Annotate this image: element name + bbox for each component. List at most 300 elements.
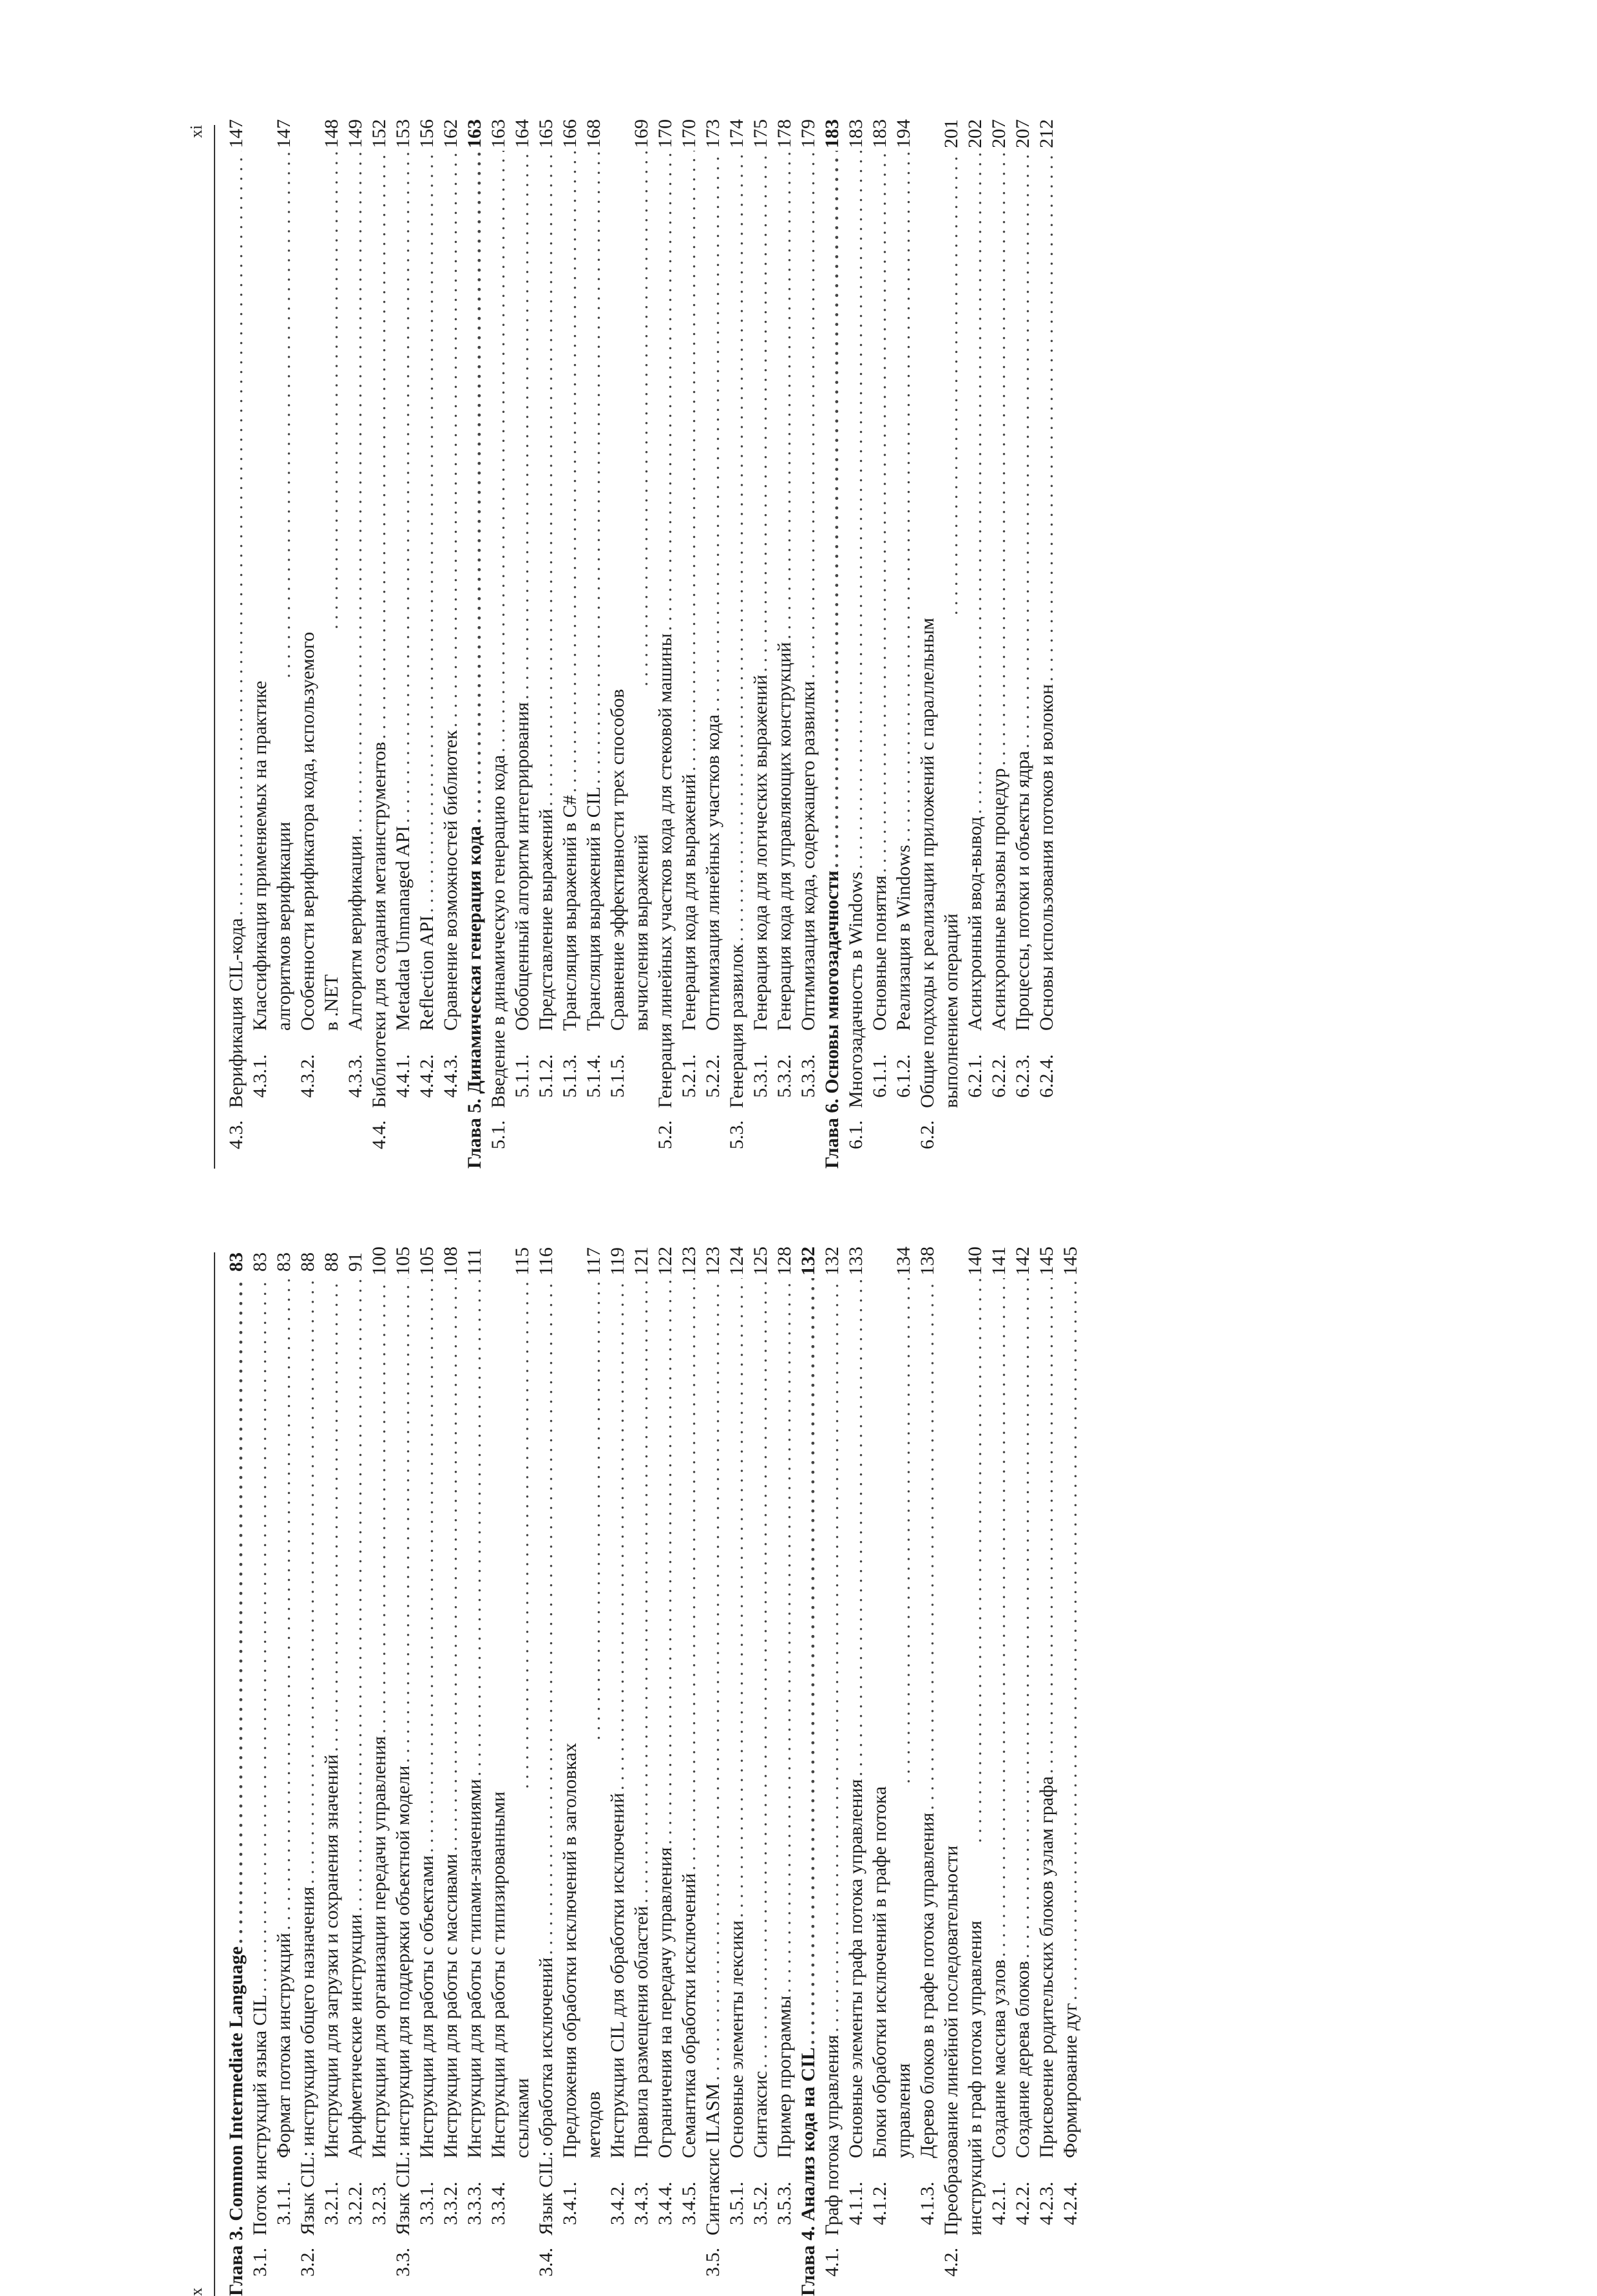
- page-ref: 140: [964, 1247, 986, 1276]
- toc-entry-text: [820, 2035, 844, 2277]
- page-ref: 133: [845, 1247, 866, 1276]
- section-title: Трансляция выражений в CIL: [583, 787, 604, 1031]
- toc-entry-text: [439, 730, 463, 1098]
- section-number: 3.3.1.: [416, 2181, 437, 2225]
- toc-entry[interactable]: [963, 119, 987, 1169]
- page-ref: 124: [726, 1247, 747, 1276]
- toc-entry-text: [963, 817, 987, 1098]
- toc-entry[interactable]: [1011, 1247, 1035, 2296]
- toc-entry-text: [558, 795, 582, 1098]
- section-title: Metadata Unmanaged API: [392, 825, 414, 1031]
- toc-entry-text: [296, 632, 343, 1098]
- toc-entry[interactable]: [534, 119, 558, 1169]
- section-title: Сравнение эффективности трех способов: [607, 689, 628, 1031]
- toc-entry-text: [796, 2047, 820, 2296]
- dot-leader: [796, 1278, 820, 2045]
- section-title: Язык CIL: инструкции общего назначения: [297, 1886, 318, 2235]
- section-title: Глава 6. Основы многозадачности: [821, 870, 843, 1169]
- dot-leader: [892, 151, 915, 842]
- toc-entry[interactable]: [1058, 1247, 1082, 2296]
- section-number: 4.1.2.: [869, 2181, 890, 2225]
- section-title-continuation: методов: [583, 2091, 604, 2158]
- section-number: 5.2.: [655, 1120, 676, 1149]
- toc-entry[interactable]: [439, 119, 463, 1169]
- toc-entry[interactable]: [892, 119, 915, 1169]
- section-title: Особенности верификатора кода, используемого: [297, 631, 318, 1031]
- toc-entry[interactable]: [939, 1247, 987, 2296]
- section-number: 5.3.1.: [750, 1054, 771, 1098]
- toc-chapter-entry[interactable]: [796, 1247, 820, 2296]
- section-title: Граф потока управления: [821, 2034, 843, 2235]
- section-title: Введение в динамическую генерацию кода: [488, 754, 509, 1108]
- toc-entry[interactable]: [796, 119, 820, 1169]
- section-number: 6.1.: [845, 1120, 866, 1149]
- toc-entry[interactable]: [701, 119, 725, 1169]
- toc-entry[interactable]: [701, 1247, 725, 2296]
- section-number: 4.1.: [821, 2248, 843, 2277]
- toc-entry[interactable]: [844, 119, 868, 1169]
- page-ref: 170: [678, 119, 700, 148]
- section-title: Семантика обработки исключений: [678, 1873, 700, 2158]
- page-ref: 119: [607, 1247, 628, 1276]
- section-number: 5.1.4.: [583, 1054, 604, 1098]
- toc-entry[interactable]: [367, 119, 391, 1169]
- toc-entry[interactable]: [248, 119, 296, 1169]
- toc-entry[interactable]: [343, 119, 367, 1169]
- page-ref: 173: [702, 119, 723, 148]
- toc-entry[interactable]: [224, 119, 248, 1169]
- toc-entry-text: [415, 1855, 439, 2225]
- toc-entry-text: [320, 1754, 343, 2225]
- page-ref: 212: [1036, 119, 1057, 148]
- dot-leader: [653, 1278, 677, 1844]
- toc-entry[interactable]: [463, 1248, 486, 2296]
- section-title-continuation: ссылками: [512, 2078, 533, 2158]
- section-number: 5.1.1.: [512, 1054, 533, 1098]
- page-ref: 91: [345, 1252, 366, 1272]
- section-number: 5.3.2.: [774, 1054, 795, 1098]
- section-title: Reflection API: [416, 915, 437, 1031]
- toc-entry[interactable]: [1035, 1247, 1058, 2296]
- toc-entry[interactable]: [558, 119, 582, 1169]
- dot-leader: [1035, 1278, 1058, 1774]
- section-title: Алгоритм верификации: [345, 835, 366, 1031]
- toc-entry[interactable]: [677, 1247, 701, 2296]
- dot-leader: [701, 1278, 725, 2081]
- section-title: Реализация в Windows: [893, 845, 914, 1031]
- page-ref: 145: [1060, 1247, 1081, 1276]
- toc-entry-text: [224, 918, 248, 1149]
- section-title: Присвоение родительских блоков узлам графа: [1036, 1776, 1057, 2158]
- header-rule: [214, 1252, 215, 2296]
- toc-entry-text: [272, 1933, 296, 2225]
- section-title-continuation: выполнением операций: [941, 913, 962, 1108]
- section-number: 3.5.1.: [726, 2181, 747, 2225]
- toc-entry[interactable]: [749, 119, 772, 1169]
- page-number: xi: [187, 125, 206, 139]
- page-ref: 179: [798, 119, 819, 148]
- toc-entry[interactable]: [868, 1247, 915, 2296]
- toc-entry-text: [725, 1920, 749, 2225]
- section-title: Трансляция выражений в C#: [559, 795, 580, 1031]
- toc-entry[interactable]: [439, 1247, 463, 2296]
- section-title: Генерация линейных участков кода для стековой машины: [655, 633, 676, 1108]
- page-ref: 164: [512, 119, 533, 148]
- toc-entry[interactable]: [510, 119, 534, 1169]
- page-ref: 194: [893, 119, 914, 148]
- section-number: 4.2.4.: [1060, 2181, 1081, 2225]
- section-title: Библиотеки для создания метаинструментов: [368, 741, 390, 1108]
- section-number: 4.4.1.: [392, 1054, 414, 1098]
- section-number: 4.2.2.: [1012, 2181, 1033, 2225]
- section-number: 3.2.1.: [321, 2181, 342, 2225]
- toc-entry-text: [868, 1786, 915, 2225]
- toc-entry-text: [439, 1853, 463, 2225]
- page-ref: 88: [321, 1252, 342, 1272]
- section-number: 6.1.2.: [893, 1054, 914, 1098]
- dot-leader: [343, 1278, 367, 1911]
- page-ref: 207: [988, 119, 1009, 148]
- toc-entry[interactable]: [606, 119, 653, 1169]
- page-ref: 201: [941, 119, 962, 148]
- toc-entry[interactable]: [772, 119, 796, 1169]
- section-title: Инструкции для работы с массивами: [440, 1853, 461, 2158]
- section-number: 3.1.: [249, 2248, 271, 2277]
- dot-leader: [367, 1278, 391, 1734]
- toc-entry-text: [629, 1906, 653, 2225]
- section-number: 3.4.1.: [559, 2181, 580, 2225]
- toc-entry-text: [224, 1946, 248, 2296]
- section-title-continuation: в .NET: [321, 974, 342, 1031]
- page-number: x: [187, 2288, 206, 2296]
- toc-entry[interactable]: [248, 1252, 272, 2296]
- toc-entry[interactable]: [772, 1247, 796, 2296]
- toc-entry[interactable]: [1035, 119, 1058, 1169]
- page-ref: 121: [631, 1247, 652, 1276]
- page-ref: 183: [845, 119, 866, 148]
- toc-entry[interactable]: [868, 119, 892, 1169]
- right-page: [180, 119, 1057, 1169]
- toc-entry[interactable]: [629, 1247, 653, 2296]
- header-rule: [214, 125, 215, 1169]
- dot-leader: [749, 151, 772, 672]
- section-title: Многозадачность в Windows: [845, 872, 866, 1108]
- section-number: 4.2.: [941, 2248, 962, 2277]
- toc-entry[interactable]: [725, 119, 749, 1169]
- section-title: Преобразование линейной последовательности: [941, 1845, 962, 2235]
- section-title: Инструкции для работы с типизированными: [488, 1791, 509, 2158]
- dot-leader: [510, 1278, 534, 1789]
- dot-leader: [391, 1278, 415, 1763]
- section-number: 3.2.2.: [345, 2181, 366, 2225]
- section-number: 3.2.: [297, 2248, 318, 2277]
- section-title: Синтаксис: [750, 2071, 771, 2158]
- toc-list: [224, 1247, 1082, 2296]
- page-ref: 108: [440, 1247, 461, 1276]
- section-number: 3.4.: [535, 2248, 557, 2277]
- dot-leader: [772, 1278, 796, 1993]
- section-title: Оптимизация линейных участков кода: [702, 714, 723, 1031]
- section-title: Формирование дуг: [1060, 2003, 1081, 2158]
- toc-entry-text: [391, 826, 415, 1098]
- section-title: Глава 3. Common Intermediate Language: [225, 1946, 247, 2296]
- toc-entry[interactable]: [844, 1247, 868, 2296]
- section-number: 3.5.: [702, 2248, 723, 2277]
- dot-leader: [796, 151, 820, 678]
- dot-leader: [439, 1278, 463, 1851]
- toc-entry[interactable]: [486, 1247, 534, 2296]
- section-number: 4.1.1.: [845, 2181, 866, 2225]
- section-title: Оптимизация кода, содержащего развилки: [798, 681, 819, 1031]
- toc-entry-text: [868, 875, 892, 1098]
- section-number: 4.3.3.: [345, 1054, 366, 1098]
- page-ref: 141: [988, 1247, 1009, 1276]
- section-number: 4.1.3.: [917, 2181, 938, 2225]
- section-number: 5.2.2.: [702, 1054, 723, 1098]
- toc-entry-text: [772, 642, 796, 1098]
- dot-leader: [892, 1278, 915, 1784]
- page-ref: 105: [392, 1247, 414, 1276]
- toc-entry-text: [1035, 684, 1058, 1098]
- section-title: Глава 4. Анализ кода на CIL: [798, 2047, 819, 2296]
- toc-entry[interactable]: [486, 119, 510, 1169]
- toc-entry[interactable]: [391, 1247, 415, 2296]
- toc-entry-text: [606, 1793, 629, 2225]
- section-number: 6.2.3.: [1012, 1054, 1033, 1098]
- dot-leader: [653, 151, 677, 631]
- dot-leader: [963, 151, 987, 814]
- dot-leader: [534, 1278, 558, 1955]
- section-number: 3.1.1.: [273, 2181, 294, 2225]
- toc-entry[interactable]: [606, 1247, 629, 2296]
- toc-entry-text: [844, 872, 868, 1149]
- page-ref: 132: [821, 1247, 843, 1276]
- dot-leader: [272, 1278, 296, 1930]
- page-ref: 166: [559, 119, 580, 148]
- dot-leader: [320, 1278, 343, 1752]
- section-title: Инструкции для загрузки и сохранения значений: [321, 1754, 342, 2158]
- section-number: 5.2.1.: [678, 1054, 700, 1098]
- toc-entry-text: [701, 714, 725, 1098]
- section-title: Синтаксис ILASM: [702, 2083, 723, 2235]
- dot-leader: [772, 151, 796, 640]
- toc-entry[interactable]: [677, 119, 701, 1169]
- toc-entry-text: [534, 809, 558, 1098]
- toc-entry-text: [796, 681, 820, 1098]
- section-title: Асинхронный ввод-вывод: [964, 816, 986, 1031]
- dot-leader: [677, 1278, 701, 1871]
- toc-chapter-entry[interactable]: [463, 119, 486, 1169]
- toc-entry[interactable]: [296, 119, 343, 1169]
- toc-list: [224, 119, 1058, 1169]
- section-number: 5.1.5.: [607, 1054, 628, 1098]
- page-ref: 147: [225, 119, 247, 148]
- dot-leader: [391, 151, 415, 823]
- toc-entry-text: [677, 1873, 701, 2225]
- section-title: Обобщенный алгоритм интегрирования: [512, 702, 533, 1031]
- toc-entry-text: [606, 689, 653, 1098]
- toc-entry[interactable]: [415, 119, 439, 1169]
- dot-leader: [844, 151, 868, 869]
- page-ref: 156: [416, 119, 437, 148]
- page-ref: 202: [964, 119, 986, 148]
- page-ref: 145: [1036, 1247, 1057, 1276]
- toc-entry[interactable]: [367, 1247, 391, 2296]
- toc-entry[interactable]: [534, 1247, 558, 2296]
- section-number: 4.3.: [225, 1120, 247, 1149]
- section-title-continuation: управления: [893, 2063, 914, 2158]
- page-ref: 162: [440, 119, 461, 148]
- page-ref: 132: [798, 1247, 819, 1276]
- section-number: 4.4.2.: [416, 1054, 437, 1098]
- toc-entry-text: [343, 1914, 367, 2225]
- section-title-continuation: алгоритмов верификации: [273, 821, 294, 1031]
- page-ref: 138: [917, 1247, 938, 1276]
- toc-entry-text: [510, 702, 534, 1098]
- toc-entry[interactable]: [272, 1252, 296, 2296]
- dot-leader: [987, 1278, 1011, 1957]
- toc-entry-text: [1035, 1776, 1058, 2225]
- page-ref: 123: [702, 1247, 723, 1276]
- section-title: Верификация CIL-кода: [225, 918, 247, 1108]
- dot-leader: [629, 1278, 653, 1904]
- section-title: Инструкции для организации передачи управления: [368, 1736, 390, 2158]
- section-title: Предложения обработки исключений в заголовках: [559, 1743, 580, 2158]
- toc-entry-text: [463, 1779, 486, 2225]
- dot-leader: [534, 151, 558, 807]
- page-ref: 170: [655, 119, 676, 148]
- section-title: Генерация развилок: [726, 944, 747, 1108]
- dot-leader: [415, 1278, 439, 1853]
- section-number: 5.1.2.: [535, 1054, 557, 1098]
- toc-entry[interactable]: [320, 1252, 343, 2296]
- toc-entry-text: [582, 787, 606, 1098]
- dot-leader: [296, 1278, 320, 1884]
- toc-entry-text: [725, 944, 749, 1149]
- toc-entry[interactable]: [915, 1247, 939, 2296]
- toc-entry[interactable]: [725, 1247, 749, 2296]
- page-ref: 183: [821, 119, 843, 148]
- dot-leader: [725, 151, 749, 942]
- page-ref: 163: [488, 119, 509, 148]
- dot-leader: [582, 151, 606, 784]
- dot-leader: [463, 151, 486, 823]
- toc-entry-text: [892, 845, 915, 1098]
- toc-entry[interactable]: [391, 119, 415, 1169]
- toc-entry[interactable]: [343, 1252, 367, 2296]
- toc-entry[interactable]: [749, 1247, 772, 2296]
- dot-leader: [320, 151, 343, 629]
- toc-entry[interactable]: [653, 1247, 677, 2296]
- dot-leader: [1011, 1278, 1035, 1958]
- page-ref: 152: [368, 119, 390, 148]
- section-number: 3.4.2.: [607, 2181, 628, 2225]
- page-ref: 116: [535, 1247, 557, 1276]
- dot-leader: [820, 1278, 844, 2033]
- section-title: Язык CIL: обработка исключений: [535, 1957, 557, 2235]
- toc-entry-text: [248, 1995, 272, 2277]
- toc-entry[interactable]: [653, 119, 677, 1169]
- section-number: 3.5.2.: [750, 2181, 771, 2225]
- toc-entry-text: [749, 674, 772, 1098]
- toc-chapter-entry[interactable]: [820, 119, 844, 1169]
- section-title: Представление выражений: [535, 808, 557, 1031]
- toc-chapter-entry[interactable]: [224, 1252, 248, 2296]
- toc-entry[interactable]: [1011, 119, 1035, 1169]
- dot-leader: [629, 151, 653, 686]
- page-ref: 83: [249, 1252, 271, 1272]
- toc-entry[interactable]: [820, 1247, 844, 2296]
- page-ref: 174: [726, 119, 747, 148]
- section-number: 3.5.3.: [774, 2181, 795, 2225]
- toc-entry[interactable]: [582, 119, 606, 1169]
- page-ref: 83: [273, 1252, 294, 1272]
- toc-entry[interactable]: [558, 1247, 606, 2296]
- section-title: Дерево блоков в графе потока управления: [917, 1812, 938, 2158]
- section-number: 3.3.3.: [464, 2181, 485, 2225]
- section-number: 6.2.1.: [964, 1054, 986, 1098]
- section-number: 3.4.4.: [655, 2181, 676, 2225]
- toc-entry[interactable]: [296, 1252, 320, 2296]
- toc-entry-text: [343, 836, 367, 1098]
- dot-leader: [558, 151, 582, 792]
- dot-leader: [582, 1278, 606, 1740]
- dot-leader: [343, 151, 367, 833]
- section-number: 5.1.3.: [559, 1054, 580, 1098]
- section-title: Асинхронные вызовы процедур: [988, 768, 1009, 1031]
- section-title: Инструкции для работы с типами-значениями: [464, 1779, 485, 2158]
- toc-entry-text: [463, 826, 486, 1169]
- dot-leader: [367, 151, 391, 739]
- toc-entry[interactable]: [415, 1247, 439, 2296]
- dot-leader: [725, 1278, 749, 1918]
- section-number: 6.1.1.: [869, 1054, 890, 1098]
- toc-entry[interactable]: [915, 119, 963, 1169]
- toc-entry-text: [415, 915, 439, 1098]
- dot-leader: [939, 151, 963, 615]
- section-number: 3.3.2.: [440, 2181, 461, 2225]
- page-ref: 168: [583, 119, 604, 148]
- section-title: Блоки обработки исключений в графе потока: [869, 1786, 890, 2158]
- toc-entry-text: [915, 1813, 939, 2225]
- section-title: Сравнение возможностей библиотек: [440, 730, 461, 1031]
- page-ref: 111: [464, 1248, 485, 1276]
- dot-leader: [701, 151, 725, 712]
- toc-entry-text: [772, 1996, 796, 2225]
- toc-entry-text: [1058, 2003, 1082, 2225]
- section-title: Инструкции для работы с объектами: [416, 1855, 437, 2158]
- toc-entry-text: [248, 681, 296, 1098]
- section-number: 4.2.3.: [1036, 2181, 1057, 2225]
- toc-entry-text: [987, 1960, 1011, 2225]
- section-number: 3.3.4.: [488, 2181, 509, 2225]
- page-ref: 149: [345, 119, 366, 148]
- section-title: Общие подходы к реализации приложений с параллельным: [917, 618, 938, 1108]
- page-ref: 123: [678, 1247, 700, 1276]
- toc-entry-text: [677, 774, 701, 1098]
- section-number: 4.4.3.: [440, 1054, 461, 1098]
- page-ref: 169: [631, 119, 652, 148]
- toc-entry-text: [486, 1792, 534, 2225]
- section-title: Правила размещения областей: [631, 1906, 652, 2158]
- section-title: Создание массива узлов: [988, 1959, 1009, 2158]
- dot-leader: [510, 151, 534, 700]
- toc-entry[interactable]: [987, 119, 1011, 1169]
- toc-entry[interactable]: [987, 1247, 1011, 2296]
- page-ref: 115: [512, 1247, 533, 1276]
- page-ref: 122: [655, 1247, 676, 1276]
- toc-entry-text: [653, 633, 677, 1149]
